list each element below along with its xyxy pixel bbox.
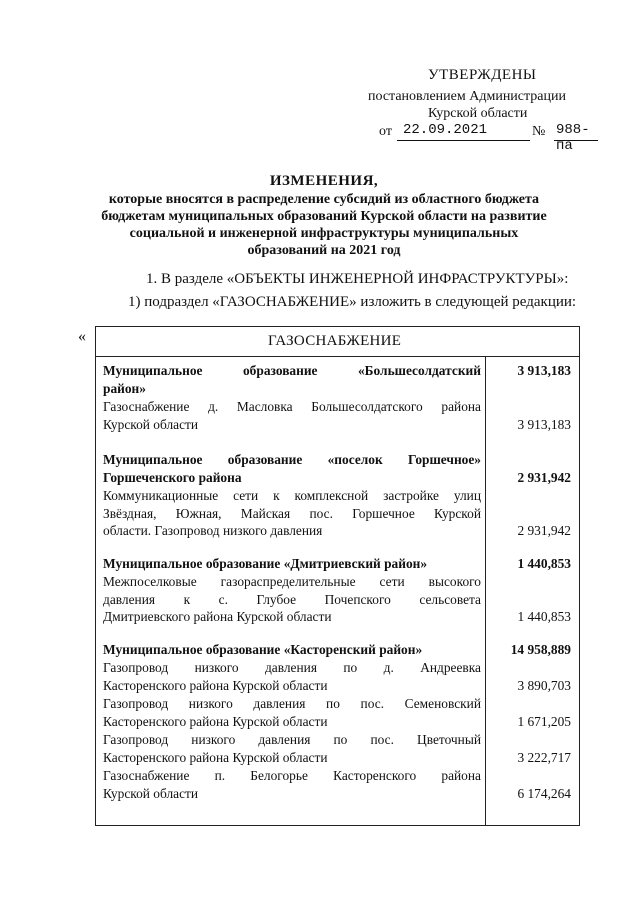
object-line: давления к с. Глубое Почепского сельсовета [103, 591, 481, 607]
object-description [103, 398, 481, 433]
heading-title: ИЗМЕНЕНИЯ, [269, 173, 379, 189]
object-description [103, 573, 481, 626]
approval-block [0, 0, 640, 154]
object-amount: 6 174,264 [517, 786, 571, 801]
approval-from-label: от [379, 124, 392, 139]
object-description [103, 695, 481, 730]
instruction-item-1: 1. В разделе «ОБЪЕКТЫ ИНЖЕНЕРНОЙ ИНФРАСТРУКТУРЫ»: [146, 271, 569, 287]
municipality-name-line: Муниципальное образование «Дмитриевский район» [103, 556, 428, 571]
object-amount: 3 222,717 [517, 750, 571, 765]
object-line: Газопровод низкого давления по д. Андреевка [103, 660, 481, 675]
heading-subtitle-line: бюджетам муниципальных образований Курской области на развитие [101, 209, 547, 224]
municipality-name [103, 555, 481, 573]
object-line: Коммуникационные сети к комплексной застройке улиц [103, 488, 481, 503]
object-amount: 3 913,183 [517, 417, 571, 432]
approval-line-1: постановлением Администрации [368, 89, 566, 104]
object-line: Звёздная, Южная, Майская пос. Горшечное Курской [103, 505, 481, 521]
object-amount: 3 890,703 [517, 678, 571, 693]
object-line: Касторенского района Курской области [103, 713, 328, 729]
approval-line-2: Курской области [428, 106, 528, 121]
municipality-total: 1 440,853 [517, 556, 571, 571]
object-line: Газоснабжение д. Масловка Большесолдатского района [103, 399, 481, 414]
opening-quote-mark: « [78, 328, 86, 345]
table-header-title: ГАЗОСНАБЖЕНИЕ [268, 333, 402, 349]
object-description [103, 659, 481, 694]
object-line: Касторенского района Курской области [103, 749, 328, 765]
object-line: области. Газопровод низкого давления [103, 523, 323, 539]
object-line: Курской области [103, 785, 199, 801]
object-amount: 1 671,205 [517, 714, 571, 729]
approval-date: 22.09.2021 [397, 122, 530, 141]
object-amount: 2 931,942 [517, 523, 571, 538]
municipality-name [103, 362, 481, 397]
municipality-total: 3 913,183 [517, 363, 571, 378]
object-line: Газоснабжение п. Белогорье Касторенского района [103, 768, 481, 783]
instruction-item-2: 1) подраздел «ГАЗОСНАБЖЕНИЕ» изложить в следующей редакции: [128, 294, 577, 310]
approval-number: 988-па [554, 122, 598, 141]
document-heading [92, 172, 556, 259]
municipality-name-line: Муниципальное образование «поселок Горшечное» [103, 452, 481, 467]
table-header [96, 327, 579, 357]
approval-title: УТВЕРЖДЕНЫ [428, 67, 537, 83]
municipality-name-line: Муниципальное образование «Большесолдатский [103, 363, 481, 378]
object-description [103, 767, 481, 802]
object-description [103, 487, 481, 540]
municipality-name-line: район» [103, 380, 146, 396]
municipality-name-line: Муниципальное образование «Касторенский район» [103, 642, 423, 657]
object-line: Межпоселковые газораспределительные сети высокого [103, 574, 481, 589]
heading-subtitle-line: образований на 2021 год [247, 243, 401, 258]
municipality-name [103, 451, 481, 486]
heading-subtitle-line: которые вносятся в распределение субсидий из областного бюджета [108, 192, 540, 207]
object-line: Дмитриевского района Курской области [103, 609, 332, 625]
heading-subtitle-line: социальной и инженерной инфраструктуры муниципальных [129, 226, 519, 241]
municipality-name [103, 641, 481, 659]
object-line: Курской области [103, 416, 199, 432]
municipality-total: 2 931,942 [517, 470, 571, 485]
municipality-total: 14 958,889 [510, 642, 571, 657]
object-line: Газопровод низкого давления по пос. Семеновский [103, 696, 481, 711]
approval-number-label: № [532, 124, 546, 139]
object-line: Газопровод низкого давления по пос. Цветочный [103, 732, 481, 747]
object-line: Касторенского района Курской области [103, 677, 328, 693]
municipality-name-line: Горшеченского района [103, 469, 242, 485]
object-description [103, 731, 481, 766]
gas-supply-table [95, 326, 580, 826]
object-amount: 1 440,853 [517, 609, 571, 624]
